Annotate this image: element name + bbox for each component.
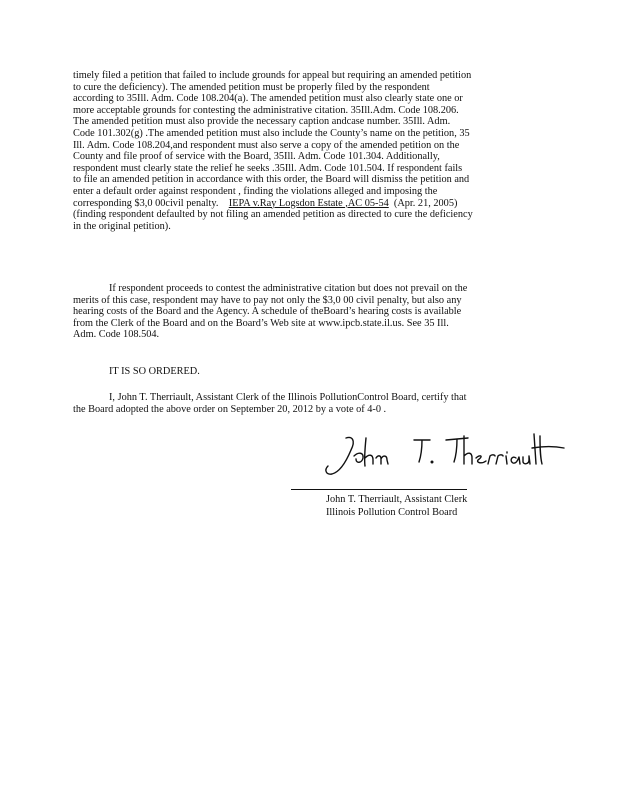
text-line: County and file proof of service with the Board, 35Ill. Adm. Code 101.304. Additionally, [73,151,440,163]
text-line-with-citation [73,198,538,210]
signature-block [326,493,467,519]
text-line: from the Clerk of the Board and on the Board’s Web site at www.ipcb.state.il.us. See 35 Ill. [73,317,449,329]
paragraph-hearing-costs [73,283,538,341]
text-line: the Board adopted the above order on September 20, 2012 by a vote of 4-0 . [73,403,387,415]
so-ordered-text: IT IS SO ORDERED. [109,366,200,377]
text-line: The amended petition must also provide the necessary caption andcase number. 35Ill. Adm. [73,116,451,128]
text-line: Ill. Adm. Code 108.204,and respondent must also serve a copy of the amended petition on the [73,139,460,151]
paragraph-certification [73,392,538,415]
signer-organization: Illinois Pollution Control Board [326,507,458,518]
line-text: (Apr. 21, 2005) [393,197,458,209]
text-line: to cure the deficiency). The amended petition must be properly filed by the respondent [73,81,430,93]
text-line: Adm. Code 108.504. [73,329,160,341]
text-line: to file an amended petition in accordance with this order, the Board will dismiss the petition and [73,174,470,186]
text-line: If respondent proceeds to contest the administrative citation but does not prevail on the [109,283,468,294]
text-line: I, John T. Therriault, Assistant Clerk of the Illinois PollutionControl Board, certify that [109,392,467,403]
text-line: enter a default order against respondent , finding the violations alleged and imposing the [73,185,438,197]
paragraph-amended-petition [73,70,538,232]
signature-line [291,489,467,490]
handwritten-signature [318,428,568,480]
text-line: in the original petition). [73,220,171,232]
text-line: more acceptable grounds for contesting the administrative citation. 35Ill.Adm. Code 108.206. [73,104,459,116]
text-line: merits of this case, respondent may have to pay not only the $3,0 00 civil penalty, but also any [73,294,462,306]
text-line: respondent must clearly state the relief he seeks .35Ill. Adm. Code 101.504. If respondent fails [73,162,463,174]
text-line: (finding respondent defaulted by not filing an amended petition as directed to cure the deficiency [73,209,473,221]
text-line: according to 35Ill. Adm. Code 108.204(a). The amended petition must also clearly state one or [73,93,463,105]
text-line: Code 101.302(g) .The amended petition must also include the County’s name on the petition, 35 [73,127,470,139]
text-line: timely filed a petition that failed to include grounds for appeal but requiring an amended petition [73,70,472,81]
so-ordered [109,366,574,378]
line-text: corresponding $3,0 00civil penalty. [73,197,219,209]
text-line: hearing costs of the Board and the Agency. A schedule of theBoard’s hearing costs is available [73,306,462,318]
case-citation: IEPA v.Ray Logsdon Estate ,AC 05-54 [228,197,389,209]
signer-name-title: John T. Therriault, Assistant Clerk [326,494,468,505]
